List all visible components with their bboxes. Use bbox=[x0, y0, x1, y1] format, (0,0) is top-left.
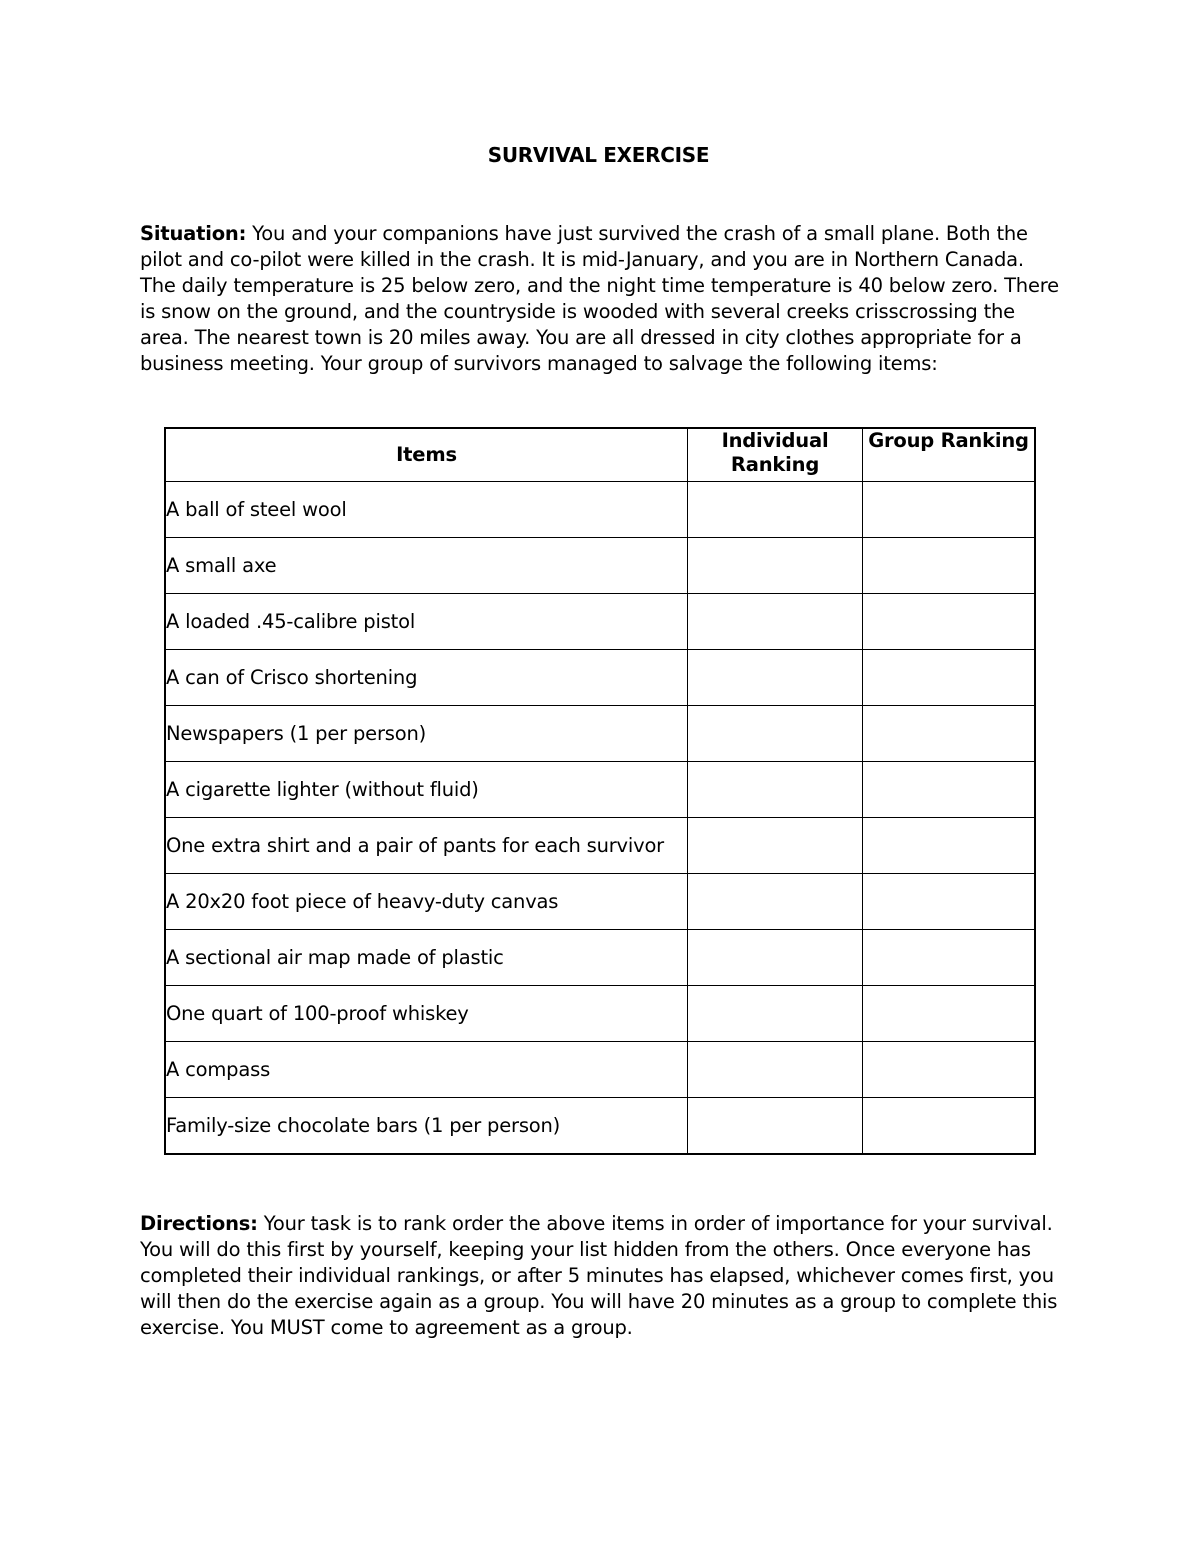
group-ranking-cell[interactable] bbox=[863, 650, 1036, 706]
item-name: Family-size chocolate bars (1 per person) bbox=[165, 1098, 688, 1155]
individual-ranking-cell[interactable] bbox=[688, 818, 863, 874]
item-name: A cigarette lighter (without fluid) bbox=[165, 762, 688, 818]
item-name: One extra shirt and a pair of pants for each survivor bbox=[165, 818, 688, 874]
table-header-row bbox=[165, 428, 1035, 482]
directions-paragraph bbox=[140, 1211, 1065, 1341]
group-ranking-cell[interactable] bbox=[863, 930, 1036, 986]
individual-ranking-cell[interactable] bbox=[688, 874, 863, 930]
group-ranking-cell[interactable] bbox=[863, 1042, 1036, 1098]
group-ranking-cell[interactable] bbox=[863, 706, 1036, 762]
header-individual-line2: Ranking bbox=[730, 453, 820, 476]
individual-ranking-cell[interactable] bbox=[688, 594, 863, 650]
group-ranking-cell[interactable] bbox=[863, 1098, 1036, 1155]
group-ranking-cell[interactable] bbox=[863, 594, 1036, 650]
item-name: A small axe bbox=[165, 538, 688, 594]
directions-text: Your task is to rank order the above items in order of importance for your survival. You will do this first by yourself, keeping your list hidden from the others. Once everyone has completed their individual rankings, or after 5 minutes has elapsed, whichever comes first, you will then do the exercise again as a group. You will have 20 minutes as a group to complete this exercise. You MUST come to agreement as a group. bbox=[140, 1212, 1058, 1339]
individual-ranking-cell[interactable] bbox=[688, 762, 863, 818]
item-name: One quart of 100-proof whiskey bbox=[165, 986, 688, 1042]
item-name: Newspapers (1 per person) bbox=[165, 706, 688, 762]
header-individual-line1: Individual bbox=[721, 429, 829, 452]
table-row bbox=[165, 930, 1035, 986]
individual-ranking-cell[interactable] bbox=[688, 1042, 863, 1098]
group-ranking-cell[interactable] bbox=[863, 874, 1036, 930]
individual-ranking-cell[interactable] bbox=[688, 538, 863, 594]
header-individual-ranking bbox=[688, 428, 863, 482]
table-row bbox=[165, 762, 1035, 818]
header-items: Items bbox=[165, 428, 688, 482]
situation-paragraph bbox=[140, 221, 1065, 377]
group-ranking-cell[interactable] bbox=[863, 538, 1036, 594]
table-row bbox=[165, 594, 1035, 650]
item-name: A can of Crisco shortening bbox=[165, 650, 688, 706]
situation-text: You and your companions have just survived the crash of a small plane. Both the pilot and co-pilot were killed in the crash. It is mid-January, and you are in Northern Canada. The daily temperature is 25 below zero, and the night time temperature is 40 below zero. There is snow on the ground, and the countryside is wooded with several creeks crisscrossing the area. The nearest town is 20 miles away. You are all dressed in city clothes appropriate for a business meeting. Your group of survivors managed to salvage the following items: bbox=[140, 222, 1059, 375]
group-ranking-cell[interactable] bbox=[863, 482, 1036, 538]
survival-items-table bbox=[164, 427, 1036, 1155]
group-ranking-cell[interactable] bbox=[863, 762, 1036, 818]
group-ranking-cell[interactable] bbox=[863, 818, 1036, 874]
table-row bbox=[165, 986, 1035, 1042]
situation-label: Situation: bbox=[140, 222, 247, 245]
header-group-ranking: Group Ranking bbox=[863, 428, 1036, 482]
individual-ranking-cell[interactable] bbox=[688, 930, 863, 986]
item-name: A loaded .45-calibre pistol bbox=[165, 594, 688, 650]
table-row bbox=[165, 482, 1035, 538]
table-row bbox=[165, 538, 1035, 594]
individual-ranking-cell[interactable] bbox=[688, 482, 863, 538]
table-row bbox=[165, 650, 1035, 706]
table-row bbox=[165, 874, 1035, 930]
individual-ranking-cell[interactable] bbox=[688, 706, 863, 762]
table-row bbox=[165, 706, 1035, 762]
group-ranking-cell[interactable] bbox=[863, 986, 1036, 1042]
individual-ranking-cell[interactable] bbox=[688, 986, 863, 1042]
item-name: A 20x20 foot piece of heavy-duty canvas bbox=[165, 874, 688, 930]
directions-label: Directions: bbox=[140, 1212, 258, 1235]
item-name: A sectional air map made of plastic bbox=[165, 930, 688, 986]
table-row bbox=[165, 818, 1035, 874]
item-name: A ball of steel wool bbox=[165, 482, 688, 538]
page-title: SURVIVAL EXERCISE bbox=[487, 143, 710, 167]
individual-ranking-cell[interactable] bbox=[688, 650, 863, 706]
item-name: A compass bbox=[165, 1042, 688, 1098]
table-row bbox=[165, 1042, 1035, 1098]
table-row bbox=[165, 1098, 1035, 1155]
individual-ranking-cell[interactable] bbox=[688, 1098, 863, 1155]
